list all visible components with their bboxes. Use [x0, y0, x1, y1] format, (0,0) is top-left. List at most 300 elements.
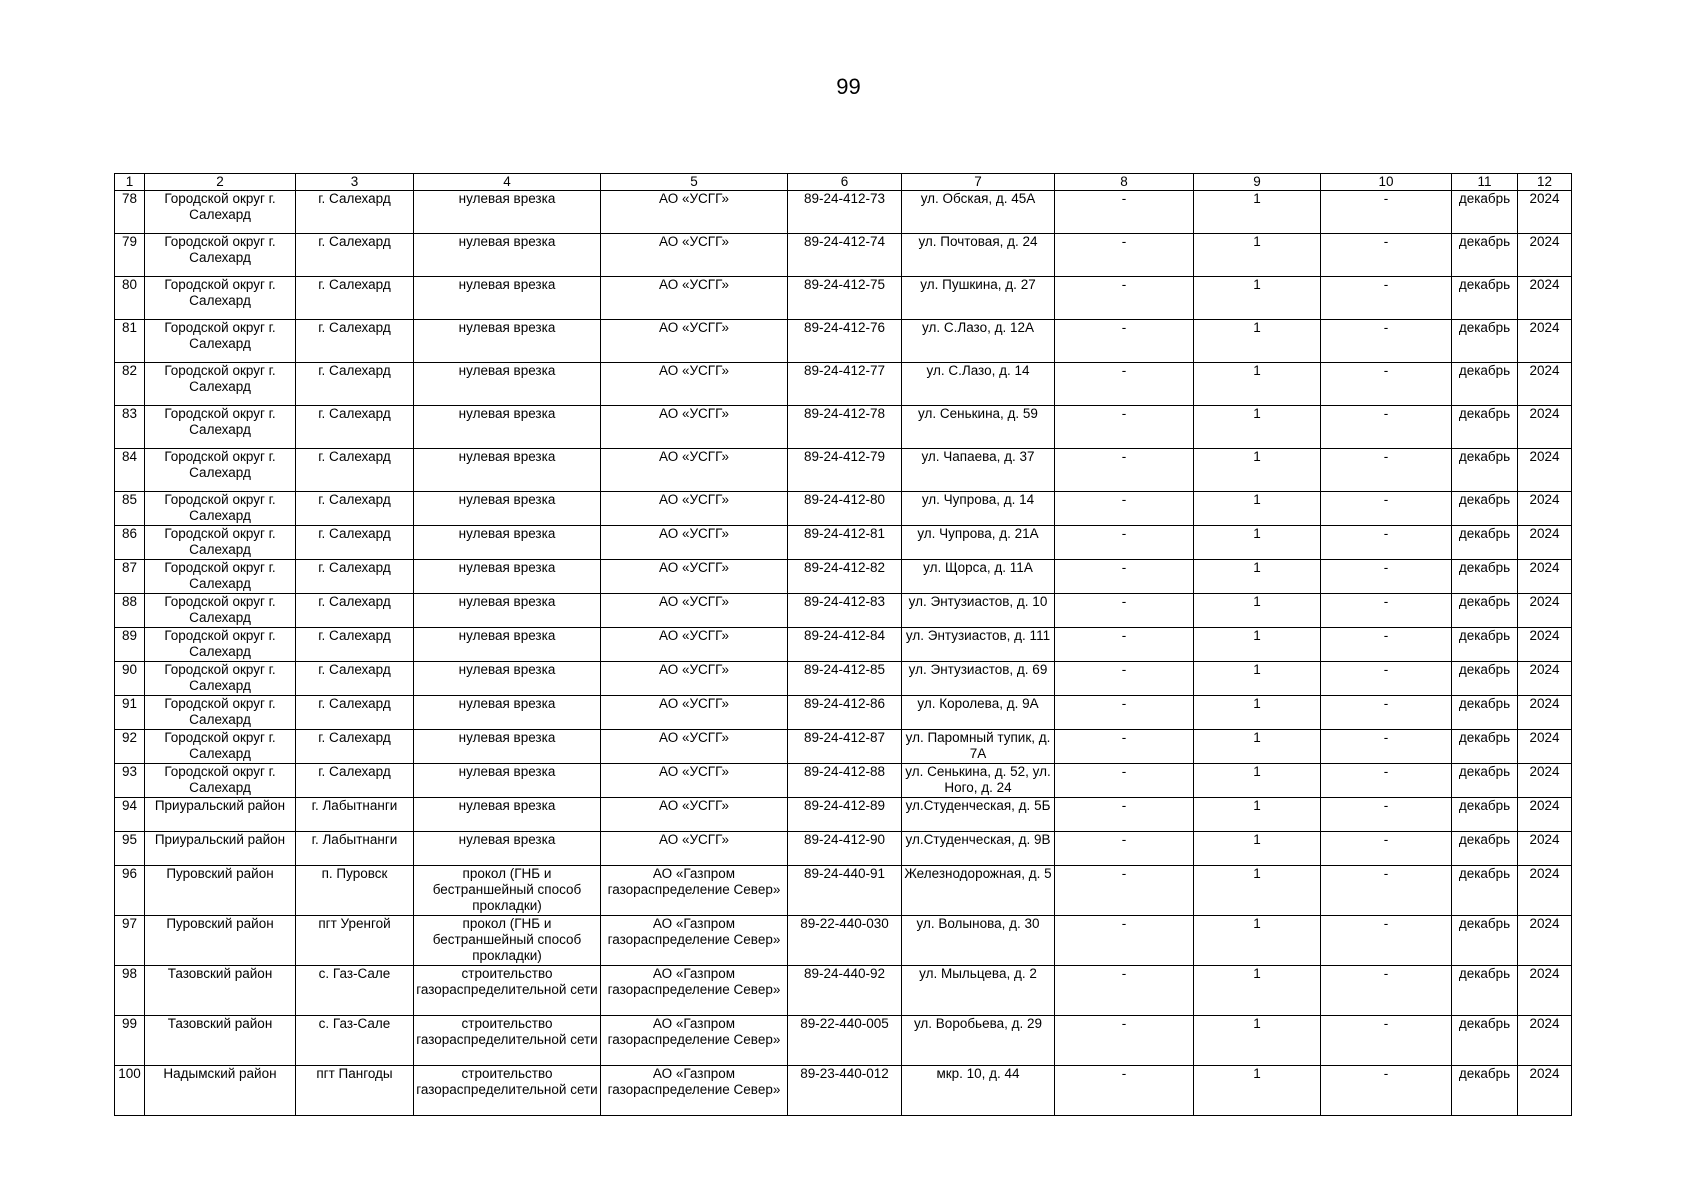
table-cell: г. Лабытнанги: [296, 798, 414, 832]
table-cell: -: [1055, 1016, 1194, 1066]
table-cell: пгт Уренгой: [296, 916, 414, 966]
table-cell: -: [1321, 526, 1452, 560]
table-cell: ул. Энтузиастов, д. 69: [902, 662, 1055, 696]
table-cell: 100: [115, 1066, 145, 1116]
table-cell: 99: [115, 1016, 145, 1066]
table-cell: АО «УСГГ»: [601, 798, 788, 832]
table-row: [115, 594, 1572, 628]
table-row: [115, 363, 1572, 406]
table-cell: АО «Газпром газораспределение Север»: [601, 966, 788, 1016]
table-cell: 84: [115, 449, 145, 492]
table-cell: г. Салехард: [296, 277, 414, 320]
table-cell: АО «Газпром газораспределение Север»: [601, 866, 788, 916]
table-cell: 2024: [1518, 1016, 1572, 1066]
table-cell: 1: [1194, 560, 1321, 594]
table-row: [115, 628, 1572, 662]
table-cell: АО «Газпром газораспределение Север»: [601, 1016, 788, 1066]
table-cell: 1: [1194, 696, 1321, 730]
table-row: [115, 277, 1572, 320]
table-cell: 2024: [1518, 277, 1572, 320]
table-body: [115, 191, 1572, 1116]
table-cell: декабрь: [1452, 866, 1518, 916]
table-cell: ул. Энтузиастов, д. 10: [902, 594, 1055, 628]
table-cell: декабрь: [1452, 526, 1518, 560]
table-cell: АО «УСГГ»: [601, 492, 788, 526]
table-cell: 86: [115, 526, 145, 560]
table-cell: -: [1321, 406, 1452, 449]
table-cell: 2024: [1518, 966, 1572, 1016]
table-cell: АО «УСГГ»: [601, 696, 788, 730]
column-header-1: 1: [115, 174, 145, 191]
table-cell: Городской округ г. Салехард: [145, 764, 296, 798]
table-cell: -: [1321, 798, 1452, 832]
table-cell: г. Салехард: [296, 526, 414, 560]
table-cell: 89-24-412-88: [788, 764, 902, 798]
table-cell: Пуровский район: [145, 866, 296, 916]
table-cell: 89-24-412-74: [788, 234, 902, 277]
table-cell: 89-24-412-77: [788, 363, 902, 406]
table-cell: 89-24-412-78: [788, 406, 902, 449]
table-cell: АО «УСГГ»: [601, 730, 788, 764]
table-cell: декабрь: [1452, 1016, 1518, 1066]
table-cell: 1: [1194, 966, 1321, 1016]
table-cell: 2024: [1518, 560, 1572, 594]
table-cell: -: [1321, 234, 1452, 277]
table-cell: -: [1055, 363, 1194, 406]
table-row: [115, 406, 1572, 449]
table-cell: нулевая врезка: [414, 234, 601, 277]
table-cell: 89-24-412-89: [788, 798, 902, 832]
table-cell: прокол (ГНБ и бестраншейный способ прокладки): [414, 916, 601, 966]
table-cell: 80: [115, 277, 145, 320]
table-cell: п. Пуровск: [296, 866, 414, 916]
table-cell: г. Салехард: [296, 191, 414, 234]
table-cell: Городской округ г. Салехард: [145, 277, 296, 320]
table-cell: -: [1055, 406, 1194, 449]
table-cell: 85: [115, 492, 145, 526]
table-cell: Городской округ г. Салехард: [145, 449, 296, 492]
page-number: 99: [836, 74, 861, 99]
table-cell: г. Салехард: [296, 449, 414, 492]
table-cell: Городской округ г. Салехард: [145, 560, 296, 594]
table-cell: 89: [115, 628, 145, 662]
table-cell: АО «УСГГ»: [601, 406, 788, 449]
table-cell: -: [1055, 798, 1194, 832]
table-cell: 2024: [1518, 449, 1572, 492]
table-cell: -: [1321, 363, 1452, 406]
table-row: [115, 730, 1572, 764]
table-cell: -: [1321, 916, 1452, 966]
table-cell: прокол (ГНБ и бестраншейный способ прокладки): [414, 866, 601, 916]
table-cell: -: [1321, 1016, 1452, 1066]
table-cell: г. Салехард: [296, 594, 414, 628]
table-row: [115, 1066, 1572, 1116]
column-header-6: 6: [788, 174, 902, 191]
table-cell: г. Салехард: [296, 662, 414, 696]
table-cell: Городской округ г. Салехард: [145, 320, 296, 363]
table-cell: АО «УСГГ»: [601, 277, 788, 320]
table-cell: ул. Королева, д. 9А: [902, 696, 1055, 730]
table-cell: 89-24-412-85: [788, 662, 902, 696]
table-row: [115, 798, 1572, 832]
table-cell: -: [1321, 628, 1452, 662]
table-cell: строительство газораспределительной сети: [414, 1016, 601, 1066]
table-cell: нулевая врезка: [414, 662, 601, 696]
table-cell: г. Лабытнанги: [296, 832, 414, 866]
table-cell: декабрь: [1452, 320, 1518, 363]
table-cell: декабрь: [1452, 191, 1518, 234]
table-cell: -: [1321, 966, 1452, 1016]
table-cell: г. Салехард: [296, 234, 414, 277]
table-cell: Городской округ г. Салехард: [145, 696, 296, 730]
table-cell: -: [1055, 662, 1194, 696]
table-cell: 2024: [1518, 730, 1572, 764]
table-cell: 89-24-412-84: [788, 628, 902, 662]
table-cell: 1: [1194, 320, 1321, 363]
table-cell: Тазовский район: [145, 1016, 296, 1066]
table-cell: ул. Чупрова, д. 14: [902, 492, 1055, 526]
table-cell: декабрь: [1452, 594, 1518, 628]
table-cell: декабрь: [1452, 662, 1518, 696]
table-cell: -: [1321, 191, 1452, 234]
table-cell: декабрь: [1452, 277, 1518, 320]
table-cell: -: [1055, 628, 1194, 662]
table-cell: АО «Газпром газораспределение Север»: [601, 1066, 788, 1116]
table-cell: -: [1321, 662, 1452, 696]
table-cell: 89-24-412-87: [788, 730, 902, 764]
table-cell: 1: [1194, 798, 1321, 832]
table-cell: АО «УСГГ»: [601, 560, 788, 594]
table-cell: Железнодорожная, д. 5: [902, 866, 1055, 916]
table-cell: декабрь: [1452, 560, 1518, 594]
table-cell: АО «УСГГ»: [601, 526, 788, 560]
table-cell: нулевая врезка: [414, 191, 601, 234]
table-cell: -: [1321, 1066, 1452, 1116]
table-cell: 97: [115, 916, 145, 966]
table-row: [115, 1016, 1572, 1066]
table-cell: 91: [115, 696, 145, 730]
table-cell: 1: [1194, 1066, 1321, 1116]
column-header-8: 8: [1055, 174, 1194, 191]
table-row: [115, 866, 1572, 916]
table-cell: декабрь: [1452, 449, 1518, 492]
table-cell: ул. Волынова, д. 30: [902, 916, 1055, 966]
table-cell: декабрь: [1452, 492, 1518, 526]
column-header-10: 10: [1321, 174, 1452, 191]
table-cell: ул.Студенческая, д. 9В: [902, 832, 1055, 866]
table-cell: строительство газораспределительной сети: [414, 1066, 601, 1116]
table-cell: ул. Щорса, д. 11А: [902, 560, 1055, 594]
table-cell: Городской округ г. Салехард: [145, 492, 296, 526]
table-cell: АО «УСГГ»: [601, 363, 788, 406]
table-cell: -: [1321, 449, 1452, 492]
table-cell: декабрь: [1452, 1066, 1518, 1116]
table-cell: 2024: [1518, 628, 1572, 662]
table-cell: 2024: [1518, 662, 1572, 696]
table-cell: 1: [1194, 1016, 1321, 1066]
table-cell: декабрь: [1452, 916, 1518, 966]
table-cell: 1: [1194, 764, 1321, 798]
table-cell: АО «УСГГ»: [601, 832, 788, 866]
table-cell: 78: [115, 191, 145, 234]
table-cell: 95: [115, 832, 145, 866]
column-header-11: 11: [1452, 174, 1518, 191]
table-cell: 89-24-412-81: [788, 526, 902, 560]
table-cell: -: [1321, 764, 1452, 798]
table-row: [115, 560, 1572, 594]
table-cell: 96: [115, 866, 145, 916]
table-cell: -: [1055, 832, 1194, 866]
table-cell: 2024: [1518, 1066, 1572, 1116]
table-cell: 87: [115, 560, 145, 594]
table-row: [115, 916, 1572, 966]
table-cell: Приуральский район: [145, 832, 296, 866]
table-cell: Надымский район: [145, 1066, 296, 1116]
table-cell: 89-22-440-030: [788, 916, 902, 966]
table-cell: ул. Энтузиастов, д. 111: [902, 628, 1055, 662]
table-cell: ул. Чупрова, д. 21А: [902, 526, 1055, 560]
table-cell: нулевая врезка: [414, 832, 601, 866]
table-cell: -: [1321, 866, 1452, 916]
table-cell: ул. Почтовая, д. 24: [902, 234, 1055, 277]
table-cell: 89-24-412-80: [788, 492, 902, 526]
table-row: [115, 764, 1572, 798]
table-cell: нулевая врезка: [414, 594, 601, 628]
table-cell: 1: [1194, 832, 1321, 866]
table-cell: 1: [1194, 730, 1321, 764]
table-cell: -: [1055, 320, 1194, 363]
data-table: [114, 173, 1572, 1116]
table-cell: с. Газ-Сале: [296, 966, 414, 1016]
table-row: [115, 320, 1572, 363]
table-cell: Городской округ г. Салехард: [145, 662, 296, 696]
table-cell: -: [1321, 560, 1452, 594]
table-cell: -: [1055, 449, 1194, 492]
table-cell: ул. Воробьева, д. 29: [902, 1016, 1055, 1066]
table-cell: нулевая врезка: [414, 277, 601, 320]
table-cell: 2024: [1518, 832, 1572, 866]
table-cell: г. Салехард: [296, 696, 414, 730]
table-cell: -: [1321, 832, 1452, 866]
column-header-4: 4: [414, 174, 601, 191]
table-cell: декабрь: [1452, 406, 1518, 449]
table-cell: -: [1321, 696, 1452, 730]
table-cell: мкр. 10, д. 44: [902, 1066, 1055, 1116]
table-cell: декабрь: [1452, 798, 1518, 832]
table-cell: 92: [115, 730, 145, 764]
table-cell: АО «УСГГ»: [601, 662, 788, 696]
table-cell: ул. Сенькина, д. 59: [902, 406, 1055, 449]
table-cell: г. Салехард: [296, 363, 414, 406]
table-cell: нулевая врезка: [414, 449, 601, 492]
table-row: [115, 832, 1572, 866]
table-cell: 1: [1194, 277, 1321, 320]
table-cell: 2024: [1518, 363, 1572, 406]
table-cell: пгт Пангоды: [296, 1066, 414, 1116]
table-cell: 1: [1194, 492, 1321, 526]
table-cell: 2024: [1518, 594, 1572, 628]
table-cell: нулевая врезка: [414, 492, 601, 526]
table-cell: 83: [115, 406, 145, 449]
table-cell: г. Салехард: [296, 320, 414, 363]
table-cell: 1: [1194, 628, 1321, 662]
table-cell: ул. Чапаева, д. 37: [902, 449, 1055, 492]
table-cell: АО «УСГГ»: [601, 594, 788, 628]
table-cell: -: [1055, 594, 1194, 628]
table-cell: -: [1055, 526, 1194, 560]
table-cell: АО «УСГГ»: [601, 449, 788, 492]
table-cell: 2024: [1518, 234, 1572, 277]
table-cell: 82: [115, 363, 145, 406]
table-cell: -: [1055, 730, 1194, 764]
table-cell: Городской округ г. Салехард: [145, 628, 296, 662]
table-cell: 89-24-412-79: [788, 449, 902, 492]
table-cell: ул. Пушкина, д. 27: [902, 277, 1055, 320]
table-cell: 89-23-440-012: [788, 1066, 902, 1116]
table-cell: 94: [115, 798, 145, 832]
table-cell: 89-24-440-92: [788, 966, 902, 1016]
table-cell: 89-24-412-73: [788, 191, 902, 234]
table-cell: -: [1055, 277, 1194, 320]
table-cell: -: [1055, 866, 1194, 916]
table-cell: Пуровский район: [145, 916, 296, 966]
table-cell: г. Салехард: [296, 764, 414, 798]
table-cell: ул. Сенькина, д. 52, ул. Ного, д. 24: [902, 764, 1055, 798]
table-row: [115, 526, 1572, 560]
table-cell: 1: [1194, 191, 1321, 234]
table-cell: ул.Студенческая, д. 5Б: [902, 798, 1055, 832]
table-cell: АО «УСГГ»: [601, 764, 788, 798]
table-cell: -: [1321, 594, 1452, 628]
table-row: [115, 662, 1572, 696]
table-cell: -: [1055, 1066, 1194, 1116]
table-cell: 1: [1194, 234, 1321, 277]
table-cell: декабрь: [1452, 696, 1518, 730]
table-cell: декабрь: [1452, 832, 1518, 866]
table-cell: декабрь: [1452, 730, 1518, 764]
table-cell: 89-24-412-75: [788, 277, 902, 320]
table-cell: 89-24-412-83: [788, 594, 902, 628]
table-cell: -: [1321, 320, 1452, 363]
table-cell: нулевая врезка: [414, 526, 601, 560]
table-cell: -: [1321, 277, 1452, 320]
table-cell: г. Салехард: [296, 406, 414, 449]
table-cell: нулевая врезка: [414, 320, 601, 363]
table-cell: -: [1055, 234, 1194, 277]
table-cell: 81: [115, 320, 145, 363]
table-row: [115, 191, 1572, 234]
table-cell: 89-24-412-90: [788, 832, 902, 866]
table-cell: декабрь: [1452, 764, 1518, 798]
table-cell: 1: [1194, 916, 1321, 966]
table-cell: нулевая врезка: [414, 798, 601, 832]
table-cell: -: [1055, 966, 1194, 1016]
table-cell: 89-24-412-82: [788, 560, 902, 594]
table-cell: 89-24-412-86: [788, 696, 902, 730]
table-cell: декабрь: [1452, 966, 1518, 1016]
table-cell: -: [1055, 560, 1194, 594]
table-cell: -: [1321, 492, 1452, 526]
table-cell: декабрь: [1452, 628, 1518, 662]
table-cell: 1: [1194, 406, 1321, 449]
table-cell: АО «УСГГ»: [601, 628, 788, 662]
table-cell: 89-24-412-76: [788, 320, 902, 363]
table-cell: декабрь: [1452, 363, 1518, 406]
table-cell: 2024: [1518, 916, 1572, 966]
table-cell: -: [1055, 916, 1194, 966]
table-cell: нулевая врезка: [414, 696, 601, 730]
table-row: [115, 449, 1572, 492]
table-cell: г. Салехард: [296, 730, 414, 764]
table-cell: 1: [1194, 449, 1321, 492]
table-cell: 1: [1194, 594, 1321, 628]
table-cell: ул. Обская, д. 45А: [902, 191, 1055, 234]
table-cell: 2024: [1518, 764, 1572, 798]
table-cell: 2024: [1518, 798, 1572, 832]
table-cell: нулевая врезка: [414, 764, 601, 798]
table-cell: Городской округ г. Салехард: [145, 526, 296, 560]
table-cell: АО «Газпром газораспределение Север»: [601, 916, 788, 966]
table-cell: 2024: [1518, 526, 1572, 560]
table-cell: декабрь: [1452, 234, 1518, 277]
table-cell: Городской округ г. Салехард: [145, 191, 296, 234]
table-cell: АО «УСГГ»: [601, 191, 788, 234]
table-cell: 2024: [1518, 866, 1572, 916]
table-cell: ул. Мыльцева, д. 2: [902, 966, 1055, 1016]
table-cell: 89-24-440-91: [788, 866, 902, 916]
table-cell: ул. Паромный тупик, д. 7А: [902, 730, 1055, 764]
table-cell: 1: [1194, 363, 1321, 406]
table-cell: -: [1321, 730, 1452, 764]
table-row: [115, 234, 1572, 277]
table-cell: 1: [1194, 866, 1321, 916]
table-cell: 2024: [1518, 191, 1572, 234]
table-cell: нулевая врезка: [414, 560, 601, 594]
table-row: [115, 696, 1572, 730]
table-cell: 90: [115, 662, 145, 696]
column-header-9: 9: [1194, 174, 1321, 191]
table-cell: Тазовский район: [145, 966, 296, 1016]
table-cell: ул. С.Лазо, д. 12А: [902, 320, 1055, 363]
table-cell: г. Салехард: [296, 492, 414, 526]
table-cell: 2024: [1518, 492, 1572, 526]
table-cell: АО «УСГГ»: [601, 320, 788, 363]
column-header-7: 7: [902, 174, 1055, 191]
column-header-2: 2: [145, 174, 296, 191]
table-cell: -: [1055, 764, 1194, 798]
table-cell: 2024: [1518, 406, 1572, 449]
table-cell: 79: [115, 234, 145, 277]
table-cell: Приуральский район: [145, 798, 296, 832]
column-header-12: 12: [1518, 174, 1572, 191]
table-cell: 2024: [1518, 696, 1572, 730]
column-header-3: 3: [296, 174, 414, 191]
table-cell: нулевая врезка: [414, 730, 601, 764]
table-cell: АО «УСГГ»: [601, 234, 788, 277]
table-cell: -: [1055, 492, 1194, 526]
table-cell: 89-22-440-005: [788, 1016, 902, 1066]
table-cell: -: [1055, 696, 1194, 730]
table-cell: 88: [115, 594, 145, 628]
table-cell: ул. С.Лазо, д. 14: [902, 363, 1055, 406]
table-header-row: [115, 174, 1572, 191]
table-cell: 1: [1194, 662, 1321, 696]
table-row: [115, 492, 1572, 526]
table-cell: нулевая врезка: [414, 628, 601, 662]
table-cell: строительство газораспределительной сети: [414, 966, 601, 1016]
table-cell: -: [1055, 191, 1194, 234]
table-cell: Городской округ г. Салехард: [145, 406, 296, 449]
